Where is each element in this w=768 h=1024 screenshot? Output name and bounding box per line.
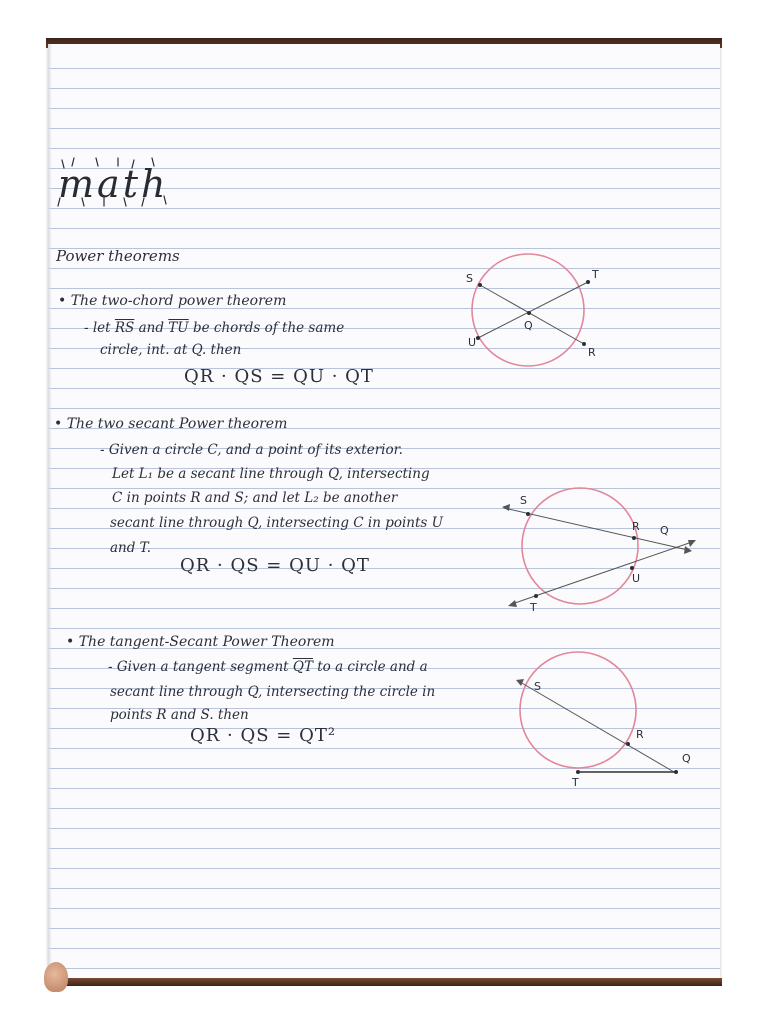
circle-shape [520, 652, 636, 768]
theorem2-line5: and T. [110, 540, 151, 556]
theorem2-heading: • The two secant Power theorem [54, 416, 288, 432]
label-q: Q [524, 319, 533, 332]
point-t [534, 594, 538, 598]
theorem3-line1 [108, 659, 428, 675]
point-s [478, 283, 482, 287]
arrowhead-3 [508, 600, 517, 607]
label-u: U [468, 336, 477, 349]
theorem3-line1-prefix: - Given a tangent segment [108, 659, 289, 675]
theorem3-line1-suffix: to a circle and a [317, 659, 428, 675]
label-r: R [632, 520, 640, 533]
point-s [526, 512, 530, 516]
point-u [476, 336, 480, 340]
circle-shape [522, 488, 641, 604]
arrowhead-4 [688, 540, 696, 547]
two-chord-diagram [448, 240, 618, 390]
theorem3-formula: QR · QS = QT² [190, 725, 337, 746]
theorem2-line4: secant line through Q, intersecting C in points U [110, 515, 444, 531]
arrowhead [516, 679, 524, 686]
theorem3-line2: secant line through Q, intersecting the circle in [110, 684, 436, 700]
theorem3-heading: • The tangent-Secant Power Theorem [66, 634, 335, 650]
theorem2-line2: Let L₁ be a secant line through Q, intersecting [112, 466, 430, 482]
chord-rs [480, 285, 584, 344]
theorem3-line3: points R and S. then [110, 707, 249, 723]
section-title: Power theorems [56, 247, 180, 265]
circle-shape [472, 254, 584, 366]
label-q: Q [682, 752, 691, 765]
tangent-secant-diagram [510, 650, 710, 790]
theorem1-line1 [84, 320, 344, 336]
point-t [576, 770, 580, 774]
theorem1-and: and [138, 320, 164, 336]
label-u: U [632, 572, 641, 585]
label-s: S [520, 494, 527, 507]
page-title: math [58, 162, 169, 206]
theorem1-segment-rs: $\overline{RS}$ [114, 320, 135, 336]
fingertip [44, 962, 68, 992]
theorem1-line1-prefix: - let [84, 320, 111, 336]
point-r [626, 742, 630, 746]
secant-line-2 [512, 542, 692, 604]
theorem1-formula: QR · QS = QU · QT [184, 366, 374, 387]
label-t: T [530, 601, 537, 614]
notebook-page [48, 44, 720, 980]
point-u [630, 566, 634, 570]
theorem2-line1: - Given a circle C, and a point of its exterior. [100, 442, 403, 458]
point-t [586, 280, 590, 284]
theorem2-formula: QR · QS = QU · QT [180, 555, 370, 576]
theorem1-line2: circle, int. at Q. then [100, 342, 242, 358]
theorem1-segment-tu: $\overline{TU}$ [168, 320, 189, 336]
desk-edge-bottom [46, 978, 722, 986]
label-t: T [572, 776, 579, 789]
theorem1-line1-suffix: be chords of the same [192, 320, 345, 336]
secant-line [520, 682, 674, 772]
theorem2-line3: C in points R and S; and let L₂ be another [112, 490, 398, 506]
theorem1-heading: • The two-chord power theorem [58, 293, 287, 309]
label-s: S [534, 680, 541, 693]
label-q: Q [660, 524, 669, 537]
arrowhead-2 [684, 546, 692, 554]
label-s: S [466, 272, 473, 285]
point-r [582, 342, 586, 346]
arrowhead-1 [502, 504, 510, 511]
label-t: T [592, 268, 599, 281]
theorem3-segment-qt: $\overline{QT}$ [292, 659, 313, 675]
point-q [527, 311, 531, 315]
label-r: R [636, 728, 644, 741]
two-secant-diagram [500, 484, 700, 614]
point-q [674, 770, 678, 774]
point-r [632, 536, 636, 540]
chord-tu [478, 282, 588, 338]
label-r: R [588, 346, 596, 359]
